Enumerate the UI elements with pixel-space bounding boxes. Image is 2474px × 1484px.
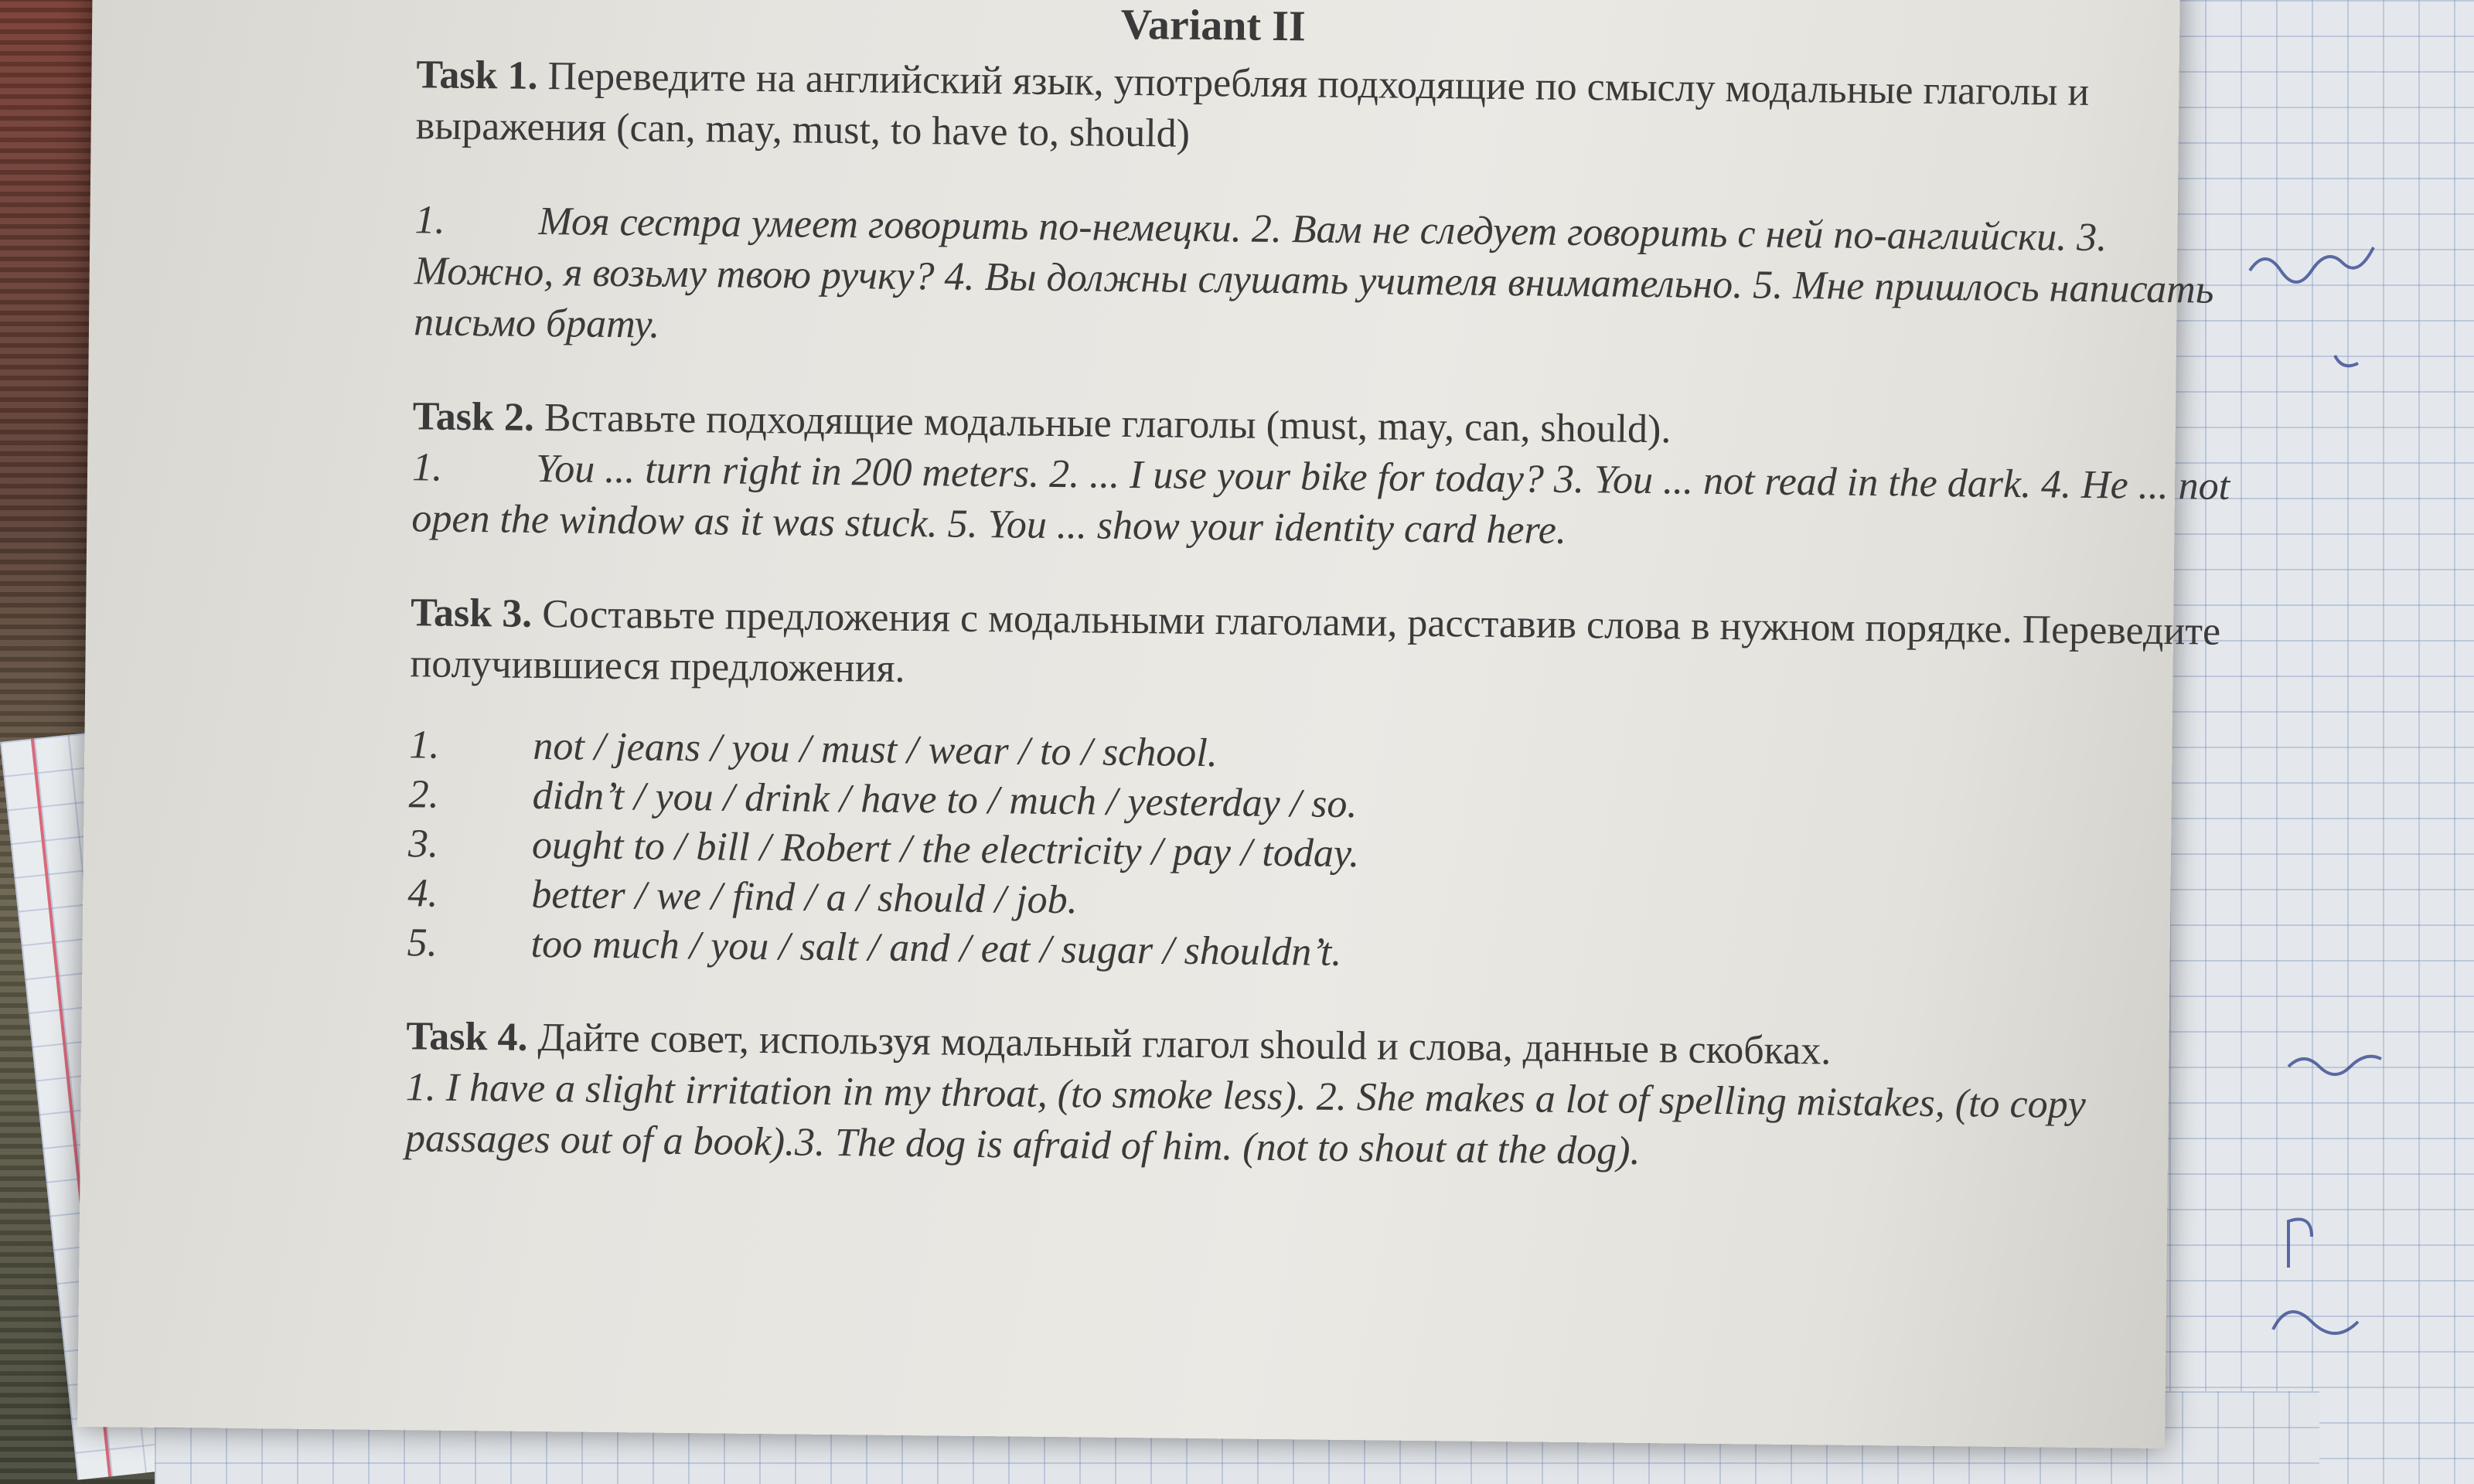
task-2-first-number: 1. xyxy=(411,445,443,490)
worksheet-content xyxy=(405,0,2242,1183)
list-item-number: 4. xyxy=(407,871,438,916)
task-1-first-number: 1. xyxy=(414,198,445,243)
task-3-list xyxy=(407,720,2234,987)
task-2-body xyxy=(411,442,2237,563)
list-item-text: ought to / bill / Robert / the electricity / pay / today. xyxy=(531,822,1360,876)
task-2-label: Task 2. xyxy=(412,394,535,440)
page-title: Variant II xyxy=(1120,0,1307,51)
task-3-instruction-text: Составьте предложения с модальными глаголами, расставив слова в нужном порядке. Переведите получившиеся предложения. xyxy=(410,592,2221,691)
task-2-instruction-text: Вставьте подходящие модальные глаголы (must, may, can, should). xyxy=(544,396,1671,452)
list-item-text: didn’t / you / drink / have to / much / yesterday / so. xyxy=(532,773,1358,827)
task-1-label: Task 1. xyxy=(416,53,538,98)
task-4 xyxy=(405,1011,2231,1183)
list-item-number: 1. xyxy=(409,723,440,768)
task-1 xyxy=(414,49,2241,367)
task-4-label: Task 4. xyxy=(406,1014,528,1060)
list-item-number: 2. xyxy=(408,772,440,817)
list-item-number: 5. xyxy=(407,921,438,965)
task-3 xyxy=(407,587,2235,987)
task-2 xyxy=(411,391,2237,563)
task-1-body-text: Моя сестра умеет говорить по-немецки. 2. Вам не следует говорить с ней по-английски. 3. Можно, я возьму твою ручку? 4. Вы должны слушать учителя внимательно. 5. Мне пришлось написать письмо брату. xyxy=(413,199,2214,347)
list-item-number: 3. xyxy=(407,822,439,866)
list-item-text: better / we / find / a / should / job. xyxy=(531,872,1078,923)
task-1-instruction xyxy=(415,49,2241,171)
task-2-body-text: You ... turn right in 200 meters. 2. ... I use your bike for today? 3. You ... not read in the dark. 4. He ... not open the window as it was stuck. 5. You ... show your identity card here. xyxy=(411,446,2230,553)
task-1-instruction-text: Переведите на английский язык, употребляя подходящие по смыслу модальные глаголы и выражения (can, may, must, to have to, should) xyxy=(415,54,2090,156)
task-1-body xyxy=(414,195,2240,367)
handwriting-marks xyxy=(2242,201,2412,1438)
task-3-label: Task 3. xyxy=(410,591,533,636)
list-item-text: too much / you / salt / and / eat / sugar / shouldn’t. xyxy=(530,921,1342,975)
task-4-instruction-text: Дайте совет, используя модальный глагол should и слова, данные в скобках. xyxy=(537,1016,1832,1074)
list-item-text: not / jeans / you / must / wear / to / school. xyxy=(533,723,1218,776)
task-3-instruction xyxy=(410,587,2235,709)
task-4-body: 1. I have a slight irritation in my throat, (to smoke less). 2. She makes a lot of spelling mistakes, (to copy passages out of a book).3. The dog is afraid of him. (not to shout at the dog). xyxy=(404,1065,2087,1173)
worksheet-paper xyxy=(77,0,2230,1448)
